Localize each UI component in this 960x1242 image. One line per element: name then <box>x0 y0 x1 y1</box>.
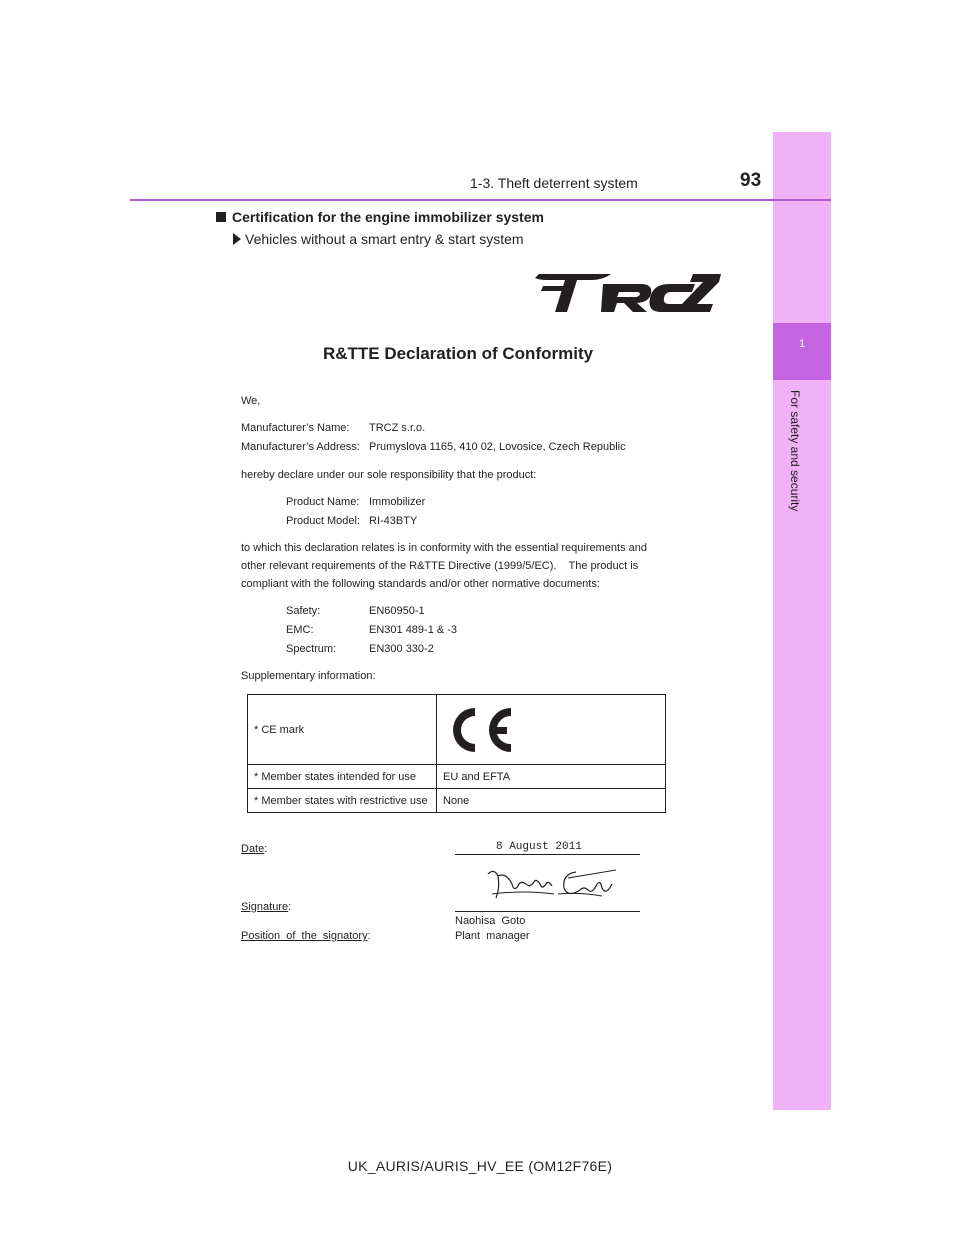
side-tab-label: For safety and security <box>788 390 802 512</box>
product-model-label: Product Model: <box>286 515 360 527</box>
conformity-line-1: to which this declaration relates is in conformity with the essential requirements and <box>241 542 647 554</box>
table-cell-value: EU and EFTA <box>437 765 666 789</box>
table-cell-label: * CE mark <box>248 695 437 765</box>
position-label-row: Position of the signatory: <box>241 930 371 942</box>
table-row <box>248 695 666 765</box>
conformity-line-2: other relevant requirements of the R&TTE Directive (1999/5/EC). The product is <box>241 560 639 572</box>
date-value: 8 August 2011 <box>496 841 582 853</box>
standard-value: EN60950-1 <box>369 605 425 617</box>
product-name: Immobilizer <box>369 496 426 508</box>
table-cell-label: * Member states intended for use <box>248 765 437 789</box>
conformity-line-3: compliant with the following standards and/or other normative documents: <box>241 578 600 590</box>
manufacturer-address: Prumyslova 1165, 410 02, Lovosice, Czech Republic <box>369 441 626 453</box>
standard-value: EN300 330-2 <box>369 643 434 655</box>
signature-image <box>484 864 620 904</box>
declaration-title: R&TTE Declaration of Conformity <box>322 344 594 363</box>
triangle-bullet-icon <box>233 233 241 245</box>
table-row <box>248 789 666 813</box>
table-cell-value: None <box>437 789 666 813</box>
trcz-logo <box>533 272 723 314</box>
signature-label-row: Signature: <box>241 901 292 913</box>
hereby-text: hereby declare under our sole responsibility that the product: <box>241 469 537 481</box>
supplementary-text: Supplementary information: <box>241 670 376 682</box>
header-rule <box>130 199 831 201</box>
date-line <box>455 854 640 855</box>
table-row <box>248 765 666 789</box>
date-label: Date <box>241 843 265 855</box>
product-model: RI-43BTY <box>369 515 418 527</box>
manufacturer-address-label: Manufacturer’s Address: <box>241 441 360 453</box>
table-cell-label: * Member states with restrictive use <box>248 789 437 813</box>
header-section-title: 1-3. Theft deterrent system <box>470 175 638 191</box>
signature-label: Signature <box>241 901 289 913</box>
table-cell-ce-mark <box>437 695 666 765</box>
position-value: Plant manager <box>455 930 530 942</box>
we-text: We, <box>241 395 261 407</box>
subsection-title: Vehicles without a smart entry & start system <box>233 231 524 247</box>
standard-label: Safety: <box>286 605 321 617</box>
side-tab-number-box <box>773 323 831 380</box>
signature-line <box>455 911 640 912</box>
section-title: Certification for the engine immobilizer system <box>216 209 544 225</box>
side-tab-number: 1 <box>798 338 806 350</box>
square-bullet-icon <box>216 212 226 222</box>
date-label-row: Date: <box>241 843 268 855</box>
standard-label: Spectrum: <box>286 643 337 655</box>
standard-label: EMC: <box>286 624 314 636</box>
position-label: Position of the signatory <box>241 930 368 942</box>
side-tab-strip <box>773 132 831 1110</box>
ce-mark-icon <box>447 704 517 756</box>
product-name-label: Product Name: <box>286 496 360 508</box>
footer-code: UK_AURIS/AURIS_HV_EE (OM12F76E) <box>347 1158 613 1174</box>
standard-value: EN301 489-1 & -3 <box>369 624 458 636</box>
signatory-name: Naohisa Goto <box>455 915 526 927</box>
manufacturer-name: TRCZ s.r.o. <box>369 422 426 434</box>
supplementary-table <box>247 694 666 813</box>
manufacturer-name-label: Manufacturer’s Name: <box>241 422 350 434</box>
page-number: 93 <box>740 170 762 191</box>
